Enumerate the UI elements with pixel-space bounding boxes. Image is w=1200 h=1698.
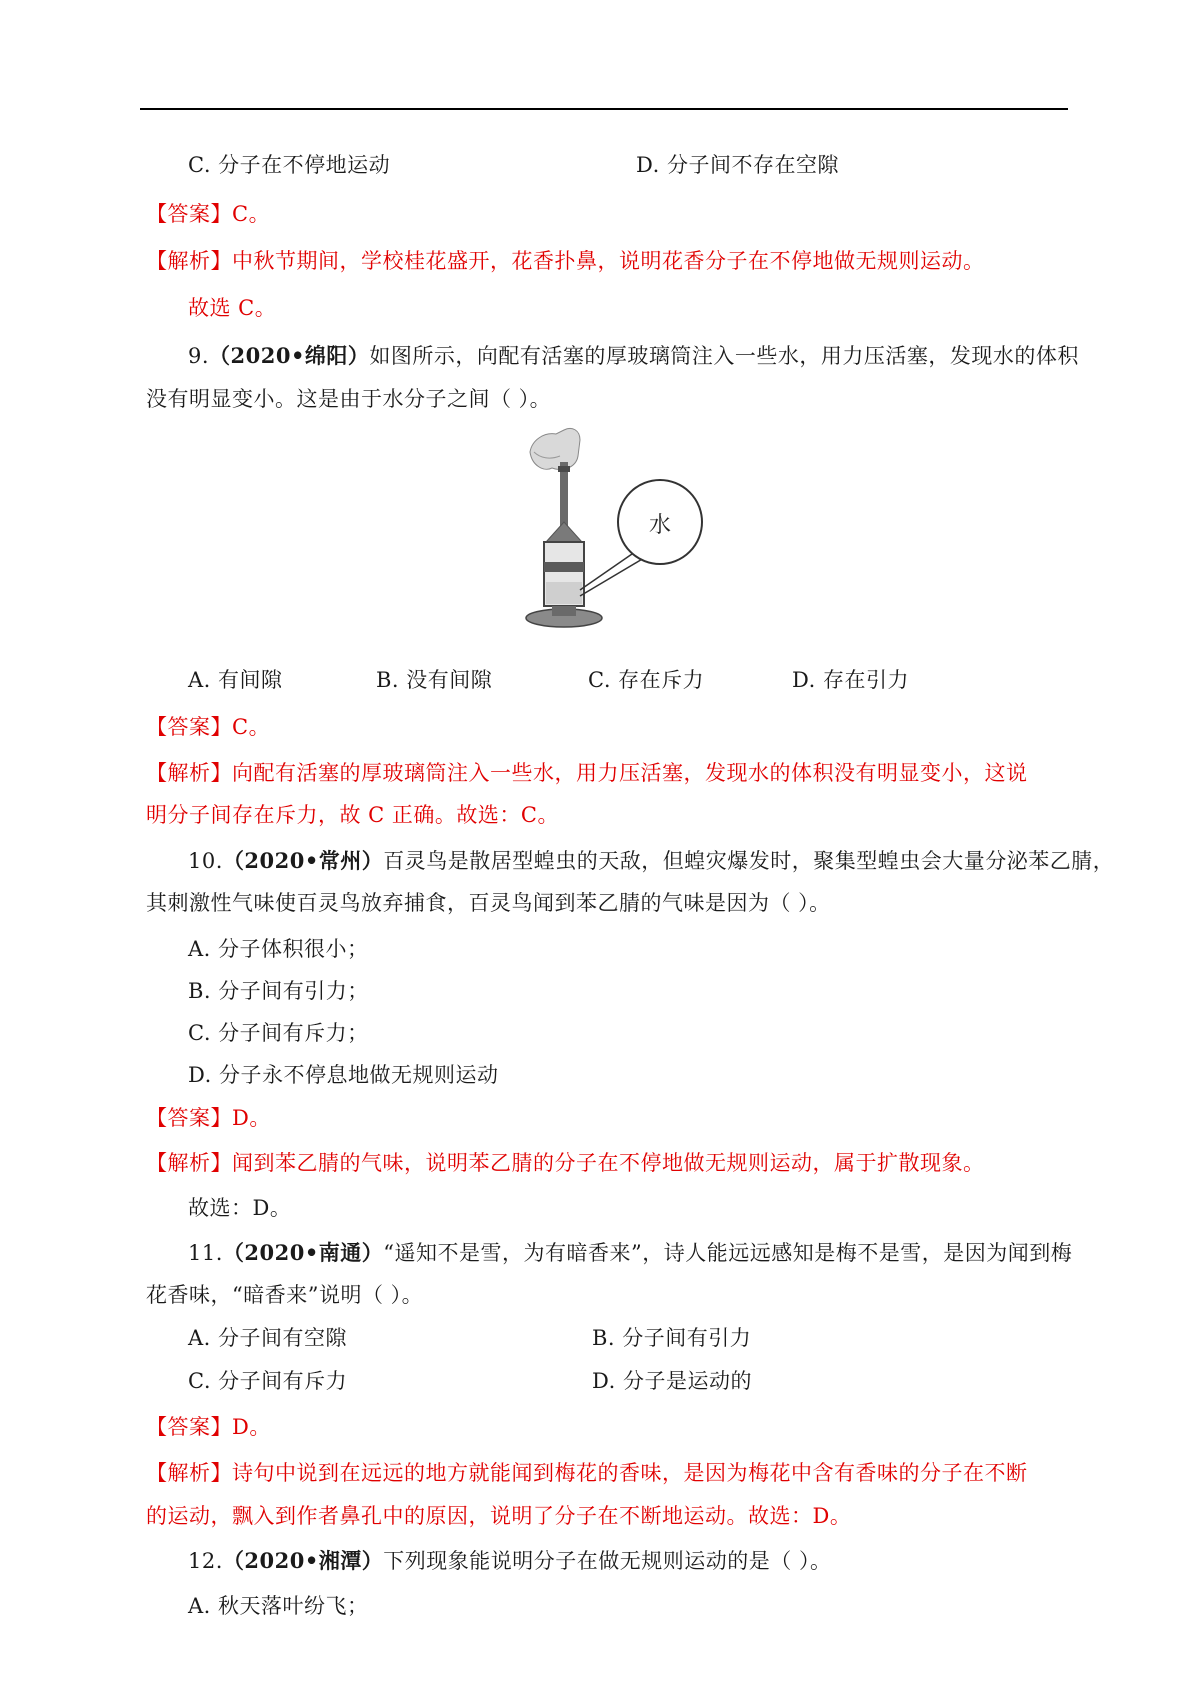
question-source: （2020•湘潭） <box>222 1548 384 1573</box>
q9-option-d: D. 存在引力 <box>792 668 909 692</box>
q12-stem <box>188 1546 831 1576</box>
question-number: 11. <box>188 1241 223 1265</box>
answer-tag: 【答案】 <box>146 202 232 226</box>
q11-option-d: D. 分子是运动的 <box>592 1369 752 1393</box>
q8-options-row <box>188 150 839 180</box>
q11-option-b: B. 分子间有引力 <box>592 1326 752 1350</box>
q9-options-row <box>188 665 909 695</box>
q10-option-d: D. 分子永不停息地做无规则运动 <box>188 1063 499 1087</box>
answer-value: C。 <box>232 202 271 226</box>
q10-option-a: A. 分子体积很小； <box>188 937 369 961</box>
q9-stem-line1 <box>188 341 1079 371</box>
q8-conclusion <box>188 293 276 323</box>
q11-options-row1 <box>188 1323 752 1353</box>
analysis-text: 向配有活塞的厚玻璃筒注入一些水，用力压活塞，发现水的体积没有明显变小，这说 <box>232 761 1028 785</box>
question-number: 10. <box>188 849 223 873</box>
q11-answer <box>146 1412 271 1442</box>
q10-stem-line2: 其刺激性气味使百灵鸟放弃捕食，百灵鸟闻到苯乙腈的气味是因为（ ）。 <box>146 891 831 915</box>
analysis-tag: 【解析】 <box>146 1151 232 1175</box>
analysis-text: 闻到苯乙腈的气味，说明苯乙腈的分子在不停地做无规则运动，属于扩散现象。 <box>232 1151 985 1175</box>
q10-option-c: C. 分子间有斥力； <box>188 1021 369 1045</box>
q9-option-a: A. 有间隙 <box>188 668 283 692</box>
q11-analysis-line1 <box>146 1458 1028 1488</box>
q10-answer <box>146 1103 271 1133</box>
q8-answer <box>146 199 270 229</box>
q10-option-b: B. 分子间有引力； <box>188 979 369 1003</box>
q8-option-d: D. 分子间不存在空隙 <box>636 153 839 177</box>
q12-option-a: A. 秋天落叶纷飞； <box>188 1594 369 1618</box>
stem-text: 百灵鸟是散居型蝗虫的天敌，但蝗灾爆发时，聚集型蝗虫会大量分泌苯乙腈， <box>383 849 1115 873</box>
q10-analysis <box>146 1148 985 1178</box>
q9-answer <box>146 712 270 742</box>
stem-text: 如图所示，向配有活塞的厚玻璃筒注入一些水，用力压活塞，发现水的体积 <box>369 344 1079 368</box>
q10-stem-line1 <box>188 846 1114 876</box>
q11-options-row2 <box>188 1366 752 1396</box>
analysis-text: 诗句中说到在远远的地方就能闻到梅花的香味，是因为梅花中含有香味的分子在不断 <box>232 1461 1028 1485</box>
analysis-text: 中秋节期间，学校桂花盛开，花香扑鼻，说明花香分子在不停地做无规则运动。 <box>232 249 985 273</box>
analysis-tag: 【解析】 <box>146 249 232 273</box>
q9-analysis-line2: 明分子间存在斥力，故 C 正确。故选：C。 <box>146 803 559 827</box>
question-source: （2020•南通） <box>222 1240 384 1265</box>
q11-analysis-line2: 的运动，飘入到作者鼻孔中的原因，说明了分子在不断地运动。故选：D。 <box>146 1504 852 1528</box>
q9-analysis-line1 <box>146 758 1028 788</box>
q11-option-a: A. 分子间有空隙 <box>188 1326 348 1350</box>
q8-option-c: C. 分子在不停地运动 <box>188 153 391 177</box>
question-number: 9. <box>188 344 210 368</box>
question-source: （2020•常州） <box>222 848 384 873</box>
q11-option-c: C. 分子间有斥力 <box>188 1369 348 1393</box>
q9-stem-line2: 没有明显变小。这是由于水分子之间（ ）。 <box>146 387 552 411</box>
stem-text: “遥知不是雪，为有暗香来”，诗人能远远感知是梅不是雪，是因为闻到梅 <box>383 1241 1073 1265</box>
question-source: （2020•绵阳） <box>209 343 370 368</box>
question-number: 12. <box>188 1549 223 1573</box>
analysis-tag: 【解析】 <box>146 761 232 785</box>
q9-option-c: C. 存在斥力 <box>588 668 705 692</box>
q11-stem-line2: 花香味，“暗香来”说明（ ）。 <box>146 1283 424 1307</box>
analysis-tag: 【解析】 <box>146 1461 232 1485</box>
answer-value: D。 <box>232 1106 271 1130</box>
answer-tag: 【答案】 <box>146 1106 232 1130</box>
conclusion-text: 故选 C。 <box>188 296 277 320</box>
answer-tag: 【答案】 <box>146 715 232 739</box>
figure-label: 水 <box>648 513 672 538</box>
piston-cylinder-figure <box>520 422 710 644</box>
stem-text: 下列现象能说明分子在做无规则运动的是（ ）。 <box>383 1549 832 1573</box>
answer-value: D。 <box>232 1415 271 1439</box>
answer-tag: 【答案】 <box>146 1415 232 1439</box>
header-rule <box>140 108 1068 110</box>
q11-stem-line1 <box>188 1238 1072 1268</box>
answer-value: C。 <box>232 715 271 739</box>
q9-option-b: B. 没有间隙 <box>376 668 493 692</box>
q10-conclusion: 故选：D。 <box>188 1196 292 1220</box>
q8-analysis <box>146 246 985 276</box>
